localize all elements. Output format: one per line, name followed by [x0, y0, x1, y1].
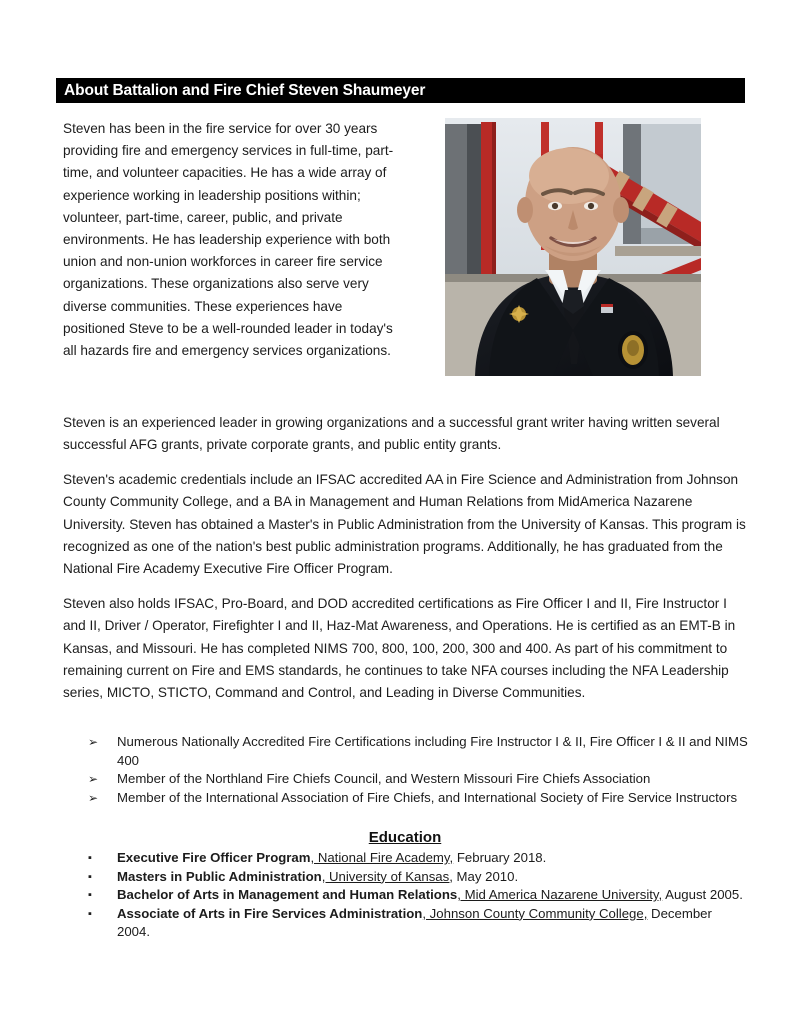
education-degree: Associate of Arts in Fire Services Administration: [117, 905, 423, 921]
credential-text: Member of the Northland Fire Chiefs Council, and Western Missouri Fire Chiefs Association: [117, 771, 651, 787]
education-list: [88, 849, 748, 942]
portrait-illustration: [445, 118, 701, 376]
intro-section: [63, 118, 745, 362]
intro-paragraph-block: [63, 118, 398, 362]
list-item: [88, 770, 748, 789]
credential-text: Member of the International Association of Fire Chiefs, and International Society of Fire Service Instructors: [117, 789, 738, 805]
paragraph-academics: Steven's academic credentials include an IFSAC accredited AA in Fire Science and Administration from Johnson County Community College, and a BA in Management and Human Relations from MidAmerica Nazarene University. Steven has obtained a Master's in Public Administration from the University of Kansas. This program is recognized as one of the nation's best public administration programs. Additionally, he has graduated from the National Fire Academy Executive Fire Officer Program.: [63, 471, 746, 577]
body-paragraphs: [63, 412, 747, 705]
education-date: August 2005.: [662, 887, 743, 903]
lapel-pin: [601, 304, 613, 313]
list-item: [88, 789, 748, 808]
education-degree: Executive Fire Officer Program: [117, 850, 311, 865]
credential-text: Numerous Nationally Accredited Fire Certifications including Fire Instructor I & II, Fire Officer I & II and NIMS 400: [117, 734, 748, 768]
square-bullet-icon: ▪: [88, 907, 92, 920]
chest-badge: [618, 331, 648, 369]
education-date: May 2010.: [452, 868, 519, 884]
list-item: [88, 886, 748, 905]
arrow-bullet-icon: ➢: [88, 735, 99, 749]
education-date: December 2004.: [117, 905, 712, 940]
page-title: About Battalion and Fire Chief Steven Shaumeyer: [64, 81, 426, 99]
arrow-bullet-icon: ➢: [88, 772, 99, 787]
list-item: [88, 849, 748, 868]
paragraph-grants: Steven is an experienced leader in growing organizations and a successful grant writer having written several successful AFG grants, private corporate grants, and public entity grants.: [63, 415, 720, 453]
education-school: , Johnson County Community College,: [422, 905, 648, 921]
square-bullet-icon: ▪: [88, 889, 92, 902]
education-entry: [117, 886, 748, 905]
credentials-list: [88, 733, 748, 807]
list-item: [88, 905, 748, 942]
education-heading-label: Education: [368, 829, 442, 846]
paragraph-certifications: Steven also holds IFSAC, Pro-Board, and DOD accredited certifications as Fire Officer I and II, Fire Instructor I and II, Driver / Operator, Firefighter I and II, Haz-Mat Awareness, and Operations. He is certified as an EMT-B in Kansas, and Missouri. He has completed NIMS 700, 800, 100, 200, 300 and 400. As part of his commitment to remaining current on Fire and EMS standards, he continues to take NFA courses including the NFA Leadership series, MICTO, STICTO, Command and Control, and Leading in Diverse Communities.: [63, 595, 736, 701]
square-bullet-icon: ▪: [88, 870, 92, 883]
square-bullet-icon: ▪: [88, 852, 92, 864]
education-entry: [117, 868, 748, 887]
intro-paragraph: Steven has been in the fire service for over 30 years providing fire and emergency services in full-time, part-time, and volunteer capacities. He has a wide array of experience working in leadership positions within; volunteer, part-time, career, public, and private environments. He has leadership experience with both union and non-union workforces in career fire service organizations. These organizations also serve very diverse communities. These experiences have positioned Steve to be a well-rounded leader in today's all hazards fire and emergency services organizations.: [63, 121, 394, 359]
education-entry: [117, 905, 748, 942]
education-school: , Mid America Nazarene University,: [457, 887, 663, 903]
chief-portrait-photo: [445, 118, 701, 376]
education-school: , National Fire Academy,: [310, 850, 454, 865]
arrow-bullet-icon: ➢: [88, 790, 99, 805]
education-date: February 2018.: [453, 850, 547, 865]
document-header-bar: [56, 78, 745, 103]
education-entry: [117, 849, 748, 868]
education-heading: [63, 829, 747, 846]
list-item: [88, 733, 748, 770]
education-degree: Masters in Public Administration: [117, 868, 322, 884]
education-degree: Bachelor of Arts in Management and Human Relations: [117, 887, 458, 903]
education-school: , University of Kansas,: [321, 868, 453, 884]
list-item: [88, 868, 748, 887]
